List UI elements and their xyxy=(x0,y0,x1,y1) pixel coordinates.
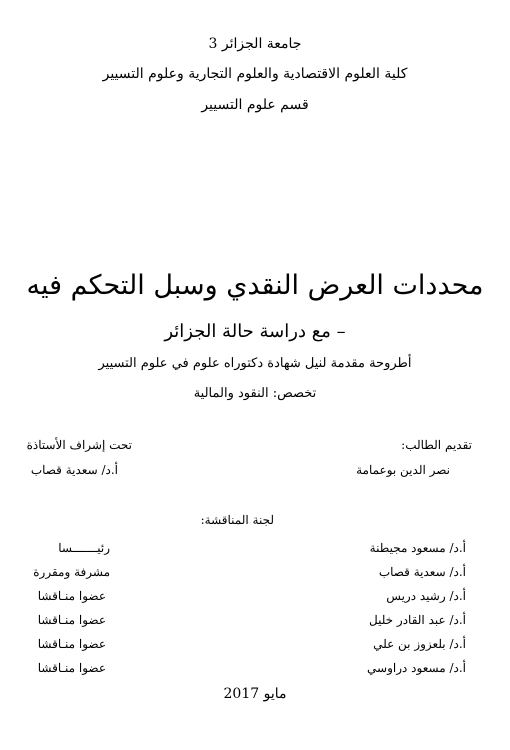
committee-member-role: عضوا منـاقشا xyxy=(37,613,106,627)
supervisor-name: أ.د/ سعدية قصاب xyxy=(30,463,118,477)
department-name: قسم علوم التسيير xyxy=(201,97,309,113)
committee-member-name: أ.د/ عبد القادر خليل xyxy=(368,613,466,627)
committee-member-role: عضوا منـاقشا xyxy=(37,661,106,675)
committee-member-name: أ.د/ مسعود دراوسي xyxy=(367,661,466,675)
student-name: نصر الدين بوعمامة xyxy=(356,463,450,477)
specialty: تخصص: النقود والمالية xyxy=(193,386,317,401)
student-label: تقديم الطالب: xyxy=(401,438,472,452)
university-name: جامعة الجزائر 3 xyxy=(208,36,302,52)
committee-member-role: عضوا منـاقشا xyxy=(37,589,106,603)
supervisor-label: تحت إشراف الأستاذة xyxy=(26,438,132,452)
committee-member-name: أ.د/ مسعود مجيطنة xyxy=(369,541,466,555)
committee-member-role: مشرفة ومقررة xyxy=(33,565,110,579)
thesis-description: أطروحة مقدمة لنيل شهادة دكتوراه علوم في علوم التسيير xyxy=(98,356,412,371)
faculty-name: كلية العلوم الاقتصادية والعلوم التجارية وعلوم التسيير xyxy=(102,66,408,82)
committee-member-name: أ.د/ سعدية قصاب xyxy=(378,565,466,579)
committee-member-name: أ.د/ رشيد دريس xyxy=(386,589,466,603)
committee-member-role: عضوا منـاقشا xyxy=(37,637,106,651)
thesis-subtitle: – مع دراسة حالة الجزائر xyxy=(164,321,346,342)
thesis-title: محددات العرض النقدي وسبل التحكم فيه xyxy=(26,270,484,301)
committee-label: لجنة المناقشة: xyxy=(200,513,274,527)
submission-date: مايو 2017 xyxy=(223,686,287,702)
committee-member-name: أ.د/ بلعزوز بن علي xyxy=(373,637,466,651)
committee-member-role: رئيـــــــسا xyxy=(58,541,110,555)
